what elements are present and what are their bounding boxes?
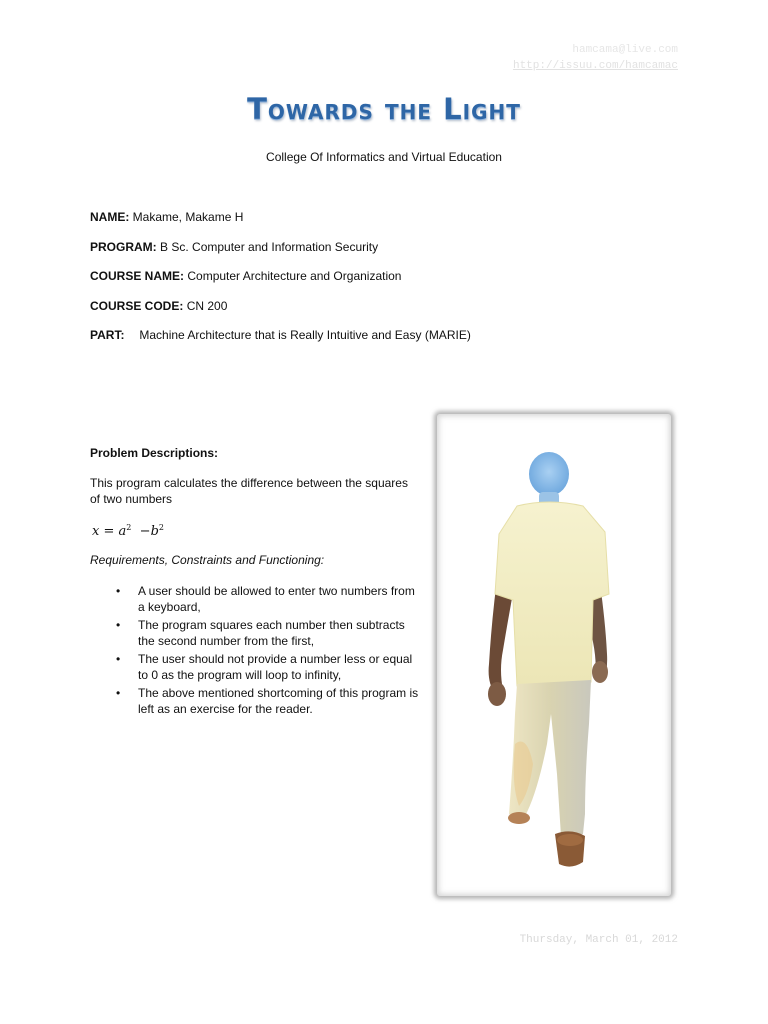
- bullet-icon: •: [116, 651, 121, 666]
- name-value: Makame, Makame H: [132, 210, 244, 224]
- name-label: NAME:: [90, 210, 130, 224]
- requirements-list: [90, 583, 420, 718]
- problem-heading: Problem Descriptions:: [90, 446, 219, 460]
- bullet-icon: •: [116, 617, 121, 632]
- college-name: College Of Informatics and Virtual Education: [266, 150, 502, 164]
- part-value: Machine Architecture that is Really Intuitive and Easy (MARIE): [139, 328, 471, 342]
- formula-b-exponent: 2: [158, 522, 164, 532]
- contact-block: [513, 42, 678, 74]
- problem-section: [90, 445, 420, 719]
- formula-minus: −: [139, 523, 151, 539]
- requirements-heading: Requirements, Constraints and Functioning:: [90, 553, 325, 567]
- problem-description: This program calculates the difference between the squares of two numbers: [90, 475, 408, 506]
- list-item-text: The above mentioned shortcoming of this program is left as an exercise for the reader.: [138, 685, 419, 716]
- walking-person-icon: [437, 414, 671, 896]
- info-row-course-code: [90, 298, 471, 328]
- walking-person-photo: [437, 414, 671, 896]
- footer-date: Thursday, March 01, 2012: [519, 934, 678, 946]
- list-item-text: A user should be allowed to enter two numbers from a keyboard,: [138, 583, 415, 614]
- list-item: [90, 617, 420, 650]
- info-row-program: [90, 239, 471, 269]
- formula-b: b: [150, 523, 159, 539]
- program-value: B Sc. Computer and Information Security: [160, 239, 379, 254]
- page-title: Towards the Light: [247, 92, 521, 126]
- info-row-part: [90, 327, 471, 357]
- bullet-icon: •: [116, 583, 121, 598]
- info-row-name: [90, 209, 471, 239]
- part-label: PART:: [90, 328, 125, 342]
- bullet-icon: •: [116, 685, 121, 700]
- course-name-value: Computer Architecture and Organization: [187, 269, 402, 283]
- list-item: [90, 685, 420, 718]
- course-code-value: CN 200: [186, 298, 228, 313]
- list-item: [90, 583, 420, 616]
- contact-url-link[interactable]: http://issuu.com/hamcamac: [512, 60, 678, 72]
- formula-a: a: [118, 523, 127, 539]
- list-item-text: The program squares each number then subtracts the second number from the first,: [138, 617, 405, 648]
- student-info: [90, 209, 471, 357]
- list-item-text: The user should not provide a number less or equal to 0 as the program will loop to infinity,: [138, 651, 413, 682]
- formula-a-exponent: 2: [126, 522, 132, 532]
- formula-equals: =: [103, 523, 115, 539]
- course-code-label: COURSE CODE:: [90, 298, 184, 313]
- info-row-course-name: [90, 268, 471, 298]
- course-name-label: COURSE NAME:: [90, 269, 185, 283]
- list-item: [90, 651, 420, 684]
- formula-lhs: x: [92, 523, 100, 539]
- formula: [90, 520, 420, 541]
- contact-email: hamcama@live.com: [572, 44, 678, 56]
- program-label: PROGRAM:: [90, 239, 157, 254]
